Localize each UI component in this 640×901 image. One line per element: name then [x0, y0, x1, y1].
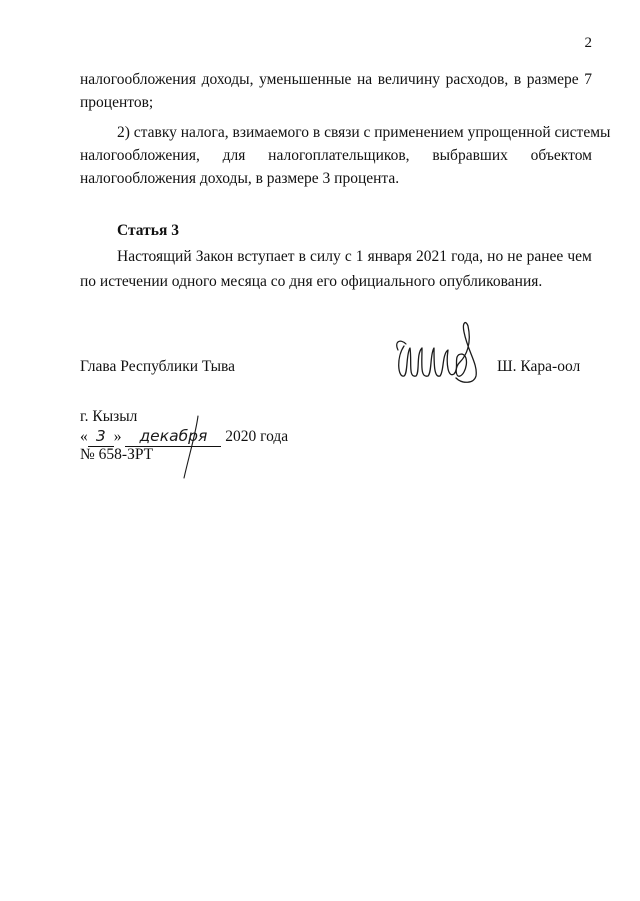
paragraph2-line3: налогообложения доходы, в размере 3 процента.	[80, 170, 400, 187]
word: выбравших	[432, 147, 508, 164]
date-day: 3	[95, 427, 106, 445]
paragraph1-line2: процентов;	[80, 94, 154, 111]
word: на	[356, 71, 373, 88]
pen-stroke-mark	[150, 412, 220, 482]
word: чем	[567, 248, 592, 265]
date-open-quote: «	[80, 428, 88, 445]
word: Настоящий	[117, 248, 192, 265]
page-number: 2	[584, 35, 592, 51]
paragraph2-line1: 2) ставку налога, взимаемого в связи с применением упрощенной системы	[117, 124, 611, 141]
date-close-quote: »	[113, 428, 122, 445]
paragraph2-line2	[80, 147, 592, 165]
date-year: 2020 года	[225, 428, 289, 445]
word: с	[344, 248, 352, 265]
word: уменьшенные	[259, 71, 352, 88]
law-number: № 658-ЗРТ	[80, 446, 154, 463]
date-day-field	[88, 427, 114, 447]
article-line2: по истечении одного месяца со дня его официального опубликования.	[80, 273, 543, 290]
paragraph1-line1	[80, 71, 592, 89]
signatory-name: Ш. Кара-оол	[497, 358, 581, 375]
word: налогоплательщиков,	[268, 147, 410, 164]
date-month: декабря	[139, 427, 208, 445]
word: не	[507, 248, 523, 265]
word: налогообложения	[80, 71, 196, 88]
handwritten-signature	[390, 318, 490, 388]
word: Закон	[195, 248, 234, 265]
word: расходов,	[445, 71, 509, 88]
word: года,	[451, 248, 484, 265]
word: размере	[526, 71, 579, 88]
word: 7	[584, 71, 592, 88]
article-heading: Статья 3	[117, 222, 179, 239]
word: вступает	[237, 248, 295, 265]
word: в	[298, 248, 306, 265]
word: налогообложения,	[80, 147, 200, 164]
word: в	[513, 71, 522, 88]
word: силу	[310, 248, 341, 265]
word: 1	[355, 248, 364, 265]
word: ранее	[526, 248, 564, 265]
word: 2021	[416, 248, 448, 265]
place-of-signing: г. Кызыл	[80, 408, 138, 425]
word: объектом	[530, 147, 592, 164]
word: доходы,	[201, 71, 254, 88]
article-line1	[117, 248, 592, 266]
word: января	[367, 248, 412, 265]
word: для	[222, 147, 246, 164]
signatory-position: Глава Республики Тыва	[80, 358, 236, 375]
word: но	[487, 248, 504, 265]
word: величину	[377, 71, 441, 88]
